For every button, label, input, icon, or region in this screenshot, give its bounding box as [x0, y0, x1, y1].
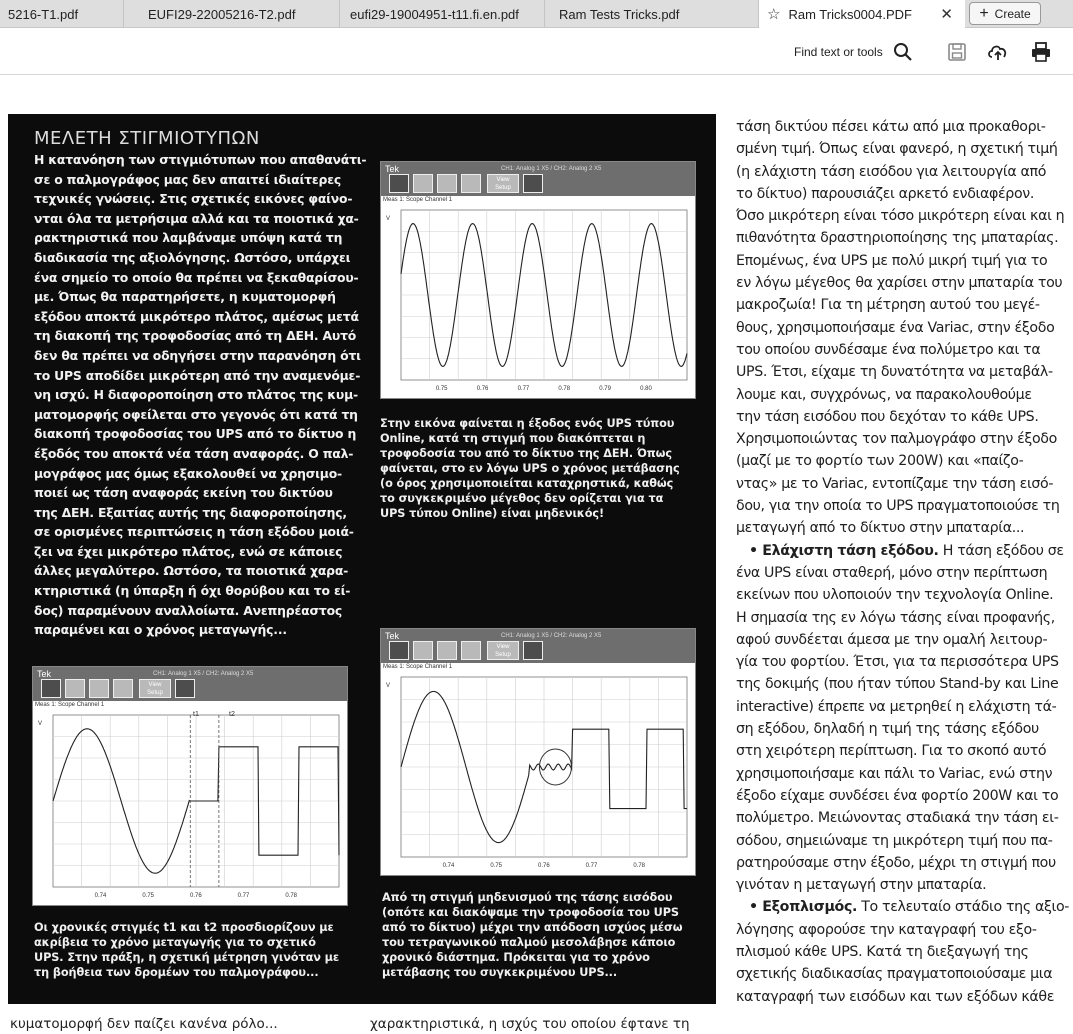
print-icon[interactable]	[1030, 41, 1052, 63]
tab-eufi29-t11[interactable]	[340, 0, 545, 28]
article-body-line: της ΔΕΗ. Εξαιτίας αυτής της διαφοροποίησης,	[34, 504, 347, 520]
right-column-line: εκείνων που υλοποιούν την τεχνολογία Online.	[736, 587, 1054, 604]
right-column-line: σόδου, σημειώναμε τη μικρότερη τιμή που πα-	[736, 832, 1053, 849]
x-tick-label: 0.75	[490, 863, 503, 869]
right-column-line: λουμε και, συγχρόνως, να παρακολουθούμε	[736, 386, 1032, 403]
right-column-line: μεταγωγή από το δίκτυο στην μπαταρία...	[736, 520, 1025, 537]
toolbar	[0, 29, 1073, 75]
cursor-label: t1	[193, 711, 199, 718]
scope-graph-icon	[41, 679, 61, 698]
cursor-label: t2	[229, 711, 235, 718]
article-body-line: ματομορφής οφείλεται στο γεγονός ότι κατά τη	[34, 406, 358, 422]
caption-line: UPS τύπου Online) είναι μηδενικός!	[380, 507, 605, 520]
plus-icon: +	[979, 4, 989, 22]
sine-icon	[175, 679, 195, 698]
scope-channel-info: CH1: Analog 1 X5 / CH2: Analog 2 X5	[501, 633, 602, 639]
bottom-text-mid: χαρακτηριστικά, η ισχύς του οποίου έφτανε τη	[370, 1016, 690, 1032]
right-column-line: το δίκτυο) παρουσιάζει αρκετό ενδιαφέρον.	[736, 185, 1035, 202]
view-setup-label: View Setup	[139, 679, 171, 698]
article-body-line: σε ορισμένες περιπτώσεις η τάση εξόδου μοιά-	[34, 524, 354, 540]
right-column-line: μακροζωία! Για τη μέτρηση αυτού του μεγέ-	[736, 297, 1040, 314]
x-tick-label: 0.77	[237, 893, 250, 899]
article-body-line: έξοδός του αποκτά νέα τάση αναφοράς. Ο παλ-	[34, 445, 354, 461]
right-column-line: καταγραφή των εισόδων και των εξόδων κάθε	[736, 988, 1055, 1005]
right-column-line: αφού συνδέεται άμεσα με την ομαλή λειτουρ-	[736, 631, 1048, 648]
right-column-line: Όσο μικρότερη είναι τόσο μικρότερη είναι και η	[736, 208, 1065, 225]
tab-bar	[0, 0, 1073, 28]
caption-line: Από τη στιγμή μηδενισμού της τάσης εισόδου	[382, 891, 673, 904]
article-body-line: διακοπή τροφοδοσίας του UPS από το δίκτυο η	[34, 426, 357, 442]
bottom-text-left: κυματομορφή δεν παίζει κανένα ρόλο...	[10, 1016, 278, 1032]
article-body-line: μογράφος μας όμως εξακολουθεί να χρησιμο-	[34, 465, 342, 481]
right-column-line: σχετικής διαδικασίας πραγματοποιούσαμε μια	[736, 966, 1053, 983]
article-body-line: ποιεί ως τάση αναφοράς εκείνη του δικτύου	[34, 485, 333, 501]
right-column-line: πολύμετρο. Μειώνοντας σταδιακά την τάση ει-	[736, 810, 1059, 827]
right-column-line: Επομένως, ένα UPS με πολύ μικρή τιμή για το	[736, 252, 1048, 269]
caption-line: ακρίβεια το χρόνο μεταγωγής για το σχετικό	[34, 936, 316, 949]
scope-graph-icon	[437, 641, 457, 660]
save-icon[interactable]	[946, 41, 968, 63]
document-page	[0, 76, 1073, 1034]
right-column-line: θους, χρησιμοποιήσαμε ένα Variac, στην έξοδο	[736, 319, 1055, 336]
right-column-line: γινόταν η μεταγωγή στην μπαταρία.	[736, 877, 987, 894]
find-text-label[interactable]: Find text or tools	[794, 45, 883, 59]
right-column-line: ντας» με το Variac, εντοπίζαμε την τάση εισό-	[736, 475, 1054, 492]
caption-line: από το δίκτυο) μέχρι την απόδοση ισχύος μέσω	[382, 921, 683, 934]
scope-screenshot-1	[380, 161, 696, 399]
x-tick-label: 0.76	[476, 386, 489, 392]
caption-scope-1	[380, 416, 700, 521]
scope-brand: Tek	[385, 631, 400, 641]
article-body-line: τεχνικές γνώσεις. Στις σχετικές εικόνες φαίνο-	[34, 191, 353, 207]
tab-ram-tricks0004[interactable]	[759, 0, 965, 28]
x-tick-label: 0.74	[442, 863, 455, 869]
right-column-line: στη χειρότερη περίπτωση. Για το σκοπό αυτό	[736, 743, 1047, 760]
bullet-first-line: Το τελευταίο στάδιο της αξιο-	[857, 899, 1070, 916]
sine-icon	[523, 174, 543, 193]
article-body-line: ρακτηριστικά που λαμβάναμε υπόψη κατά τη	[34, 230, 343, 246]
caption-line: το συγκεκριμένο μέγεθος δεν ορίζεται για τα	[380, 492, 664, 505]
right-column-line: σμένη τιμή. Όπως είναι φανερό, η σχετική τιμή	[736, 141, 1058, 158]
right-column-line: γία του φορτίου. Έτσι, για τα περισσότερα UPS	[736, 654, 1059, 671]
upload-cloud-icon[interactable]	[987, 41, 1009, 63]
right-column-line: ένα UPS είναι σταθερή, μόνο στην περίπτωση	[736, 564, 1048, 581]
view-setup-label: View Setup	[487, 641, 519, 660]
caption-line: Στην εικόνα φαίνεται η έξοδος ενός UPS τύπου	[380, 417, 675, 430]
scope-brand: Tek	[385, 164, 400, 174]
article-body-line: δεν θα πρέπει να οδηγήσει στην παρανόηση ότι	[34, 347, 361, 363]
article-body-line: νται όλα τα μετρήσιμα αλλά και τα ποιοτικά χα-	[34, 210, 359, 226]
scope-waveform-plot	[383, 671, 693, 873]
article-body-line: ζει να έχει μικρότερο πλάτος, ενώ σε κάποιες	[34, 543, 343, 559]
caption-line: (ο όρος χρησιμοποιείται καταχρηστικά, καθώς	[380, 477, 674, 490]
tab-label: EUFI29-22005216-T2.pdf	[148, 6, 296, 22]
right-column-line: UPS. Έτσι, είχαμε τη δυνατότητα να μεταβάλ-	[736, 364, 1053, 381]
tab-label: Ram Tests Tricks.pdf	[559, 6, 680, 22]
star-icon[interactable]: ☆	[767, 6, 781, 23]
scope-graph-icon	[89, 679, 109, 698]
create-label: Create	[994, 6, 1031, 21]
scope-graph-icon	[437, 174, 457, 193]
article-body-line: νη ισχύ. Η διαφοροποίηση στο πλάτος της κυμ-	[34, 387, 358, 403]
bullet-title: • Ελάχιστη τάση εξόδου.	[749, 542, 939, 559]
article-body-line: με. Όπως θα παρατηρήσετε, η κυματομορφή	[34, 289, 336, 305]
right-column-line: του οποίου συνδέσαμε ένα πολύμετρο και τα	[736, 341, 1041, 358]
scope-graph-icon	[461, 174, 481, 193]
article-body-line: διαδικασία της αξιολόγησης. Ωστόσο, υπάρχει	[34, 249, 351, 265]
article-body-line: άλλες μεγαλύτερο. Ωστόσο, τα ποιοτικά χαρα-	[34, 563, 349, 579]
scope-graph-icon	[389, 174, 409, 193]
x-tick-label: 0.77	[517, 386, 530, 392]
right-column-text	[736, 116, 1072, 1008]
scope-waveform-plot	[35, 709, 345, 903]
article-heading: ΜΕΛΕΤΗ ΣΤΙΓΜΙΟΤΥΠΩΝ	[34, 128, 260, 149]
right-column-line: ση εξόδου, δηλαδή η τιμή της τάσης εξόδου	[736, 721, 1039, 738]
article-body-line: παραμένει και ο χρόνος μεταγωγής...	[34, 622, 287, 638]
scope-graph-icon	[461, 641, 481, 660]
x-tick-label: 0.76	[190, 893, 202, 899]
tab-5216-t1[interactable]	[0, 0, 124, 28]
article-body-line: εξόδου αποκτά μικρότερο πλάτος, αμέσως μετά	[34, 308, 359, 324]
x-tick-label: 0.75	[142, 893, 155, 899]
x-tick-label: 0.78	[285, 893, 298, 899]
tab-label: Ram Tricks0004.PDF	[788, 6, 912, 22]
caption-line: Online, κατά τη στιγμή που διακόπτεται η	[380, 432, 646, 445]
caption-line: (οπότε και διακόψαμε την τροφοδοσία του UPS	[382, 906, 679, 919]
article-body-line: Η κατανόηση των στιγμιότυπων που απαθανάτι-	[34, 152, 367, 167]
article-body-line: ένα σημείο το οποίο θα πρέπει να ξεκαθαρίσου-	[34, 269, 359, 285]
x-tick-label: 0.78	[558, 386, 571, 392]
close-icon[interactable]: ✕	[940, 6, 953, 23]
right-column-line: λόγησης αφορούσε την καταγραφή του εξο-	[736, 921, 1037, 938]
right-column-line: τάση δικτύου πέσει κάτω από μια προκαθορι-	[736, 119, 1046, 135]
article-body-line: κτηριστικά (η ύπαρξη ή όχι θορύβου και το εί-	[34, 583, 351, 599]
right-column-line: (η ελάχιστη τάση εισόδου για λειτουργία από	[736, 163, 1047, 180]
right-column-line: την τάση εισόδου που δεχόταν το κάθε UPS.	[736, 408, 1039, 425]
scope-channel-info: CH1: Analog 1 X5 / CH2: Analog 2 X5	[153, 671, 254, 677]
right-column-line: interactive) έπρεπε να μετρηθεί η ελάχιστη τά-	[736, 698, 1057, 715]
x-tick-label: 0.80	[640, 386, 652, 392]
article-body-line: σε ο παλμογράφος μας δεν απαιτεί ιδιαίτερες	[34, 171, 342, 187]
bullet-min-output-voltage	[736, 540, 1072, 562]
right-column-line: Η σημασία της εν λόγω τάσης είναι προφανής,	[736, 609, 1055, 626]
right-column-line: δου, για την οποία το UPS πραγματοποιούσε τη	[736, 498, 1060, 515]
caption-line: χρονικό διάστημα. Πρόκειται για το χρόνο	[382, 951, 650, 964]
article-body-line: το UPS αποδίδει μικρότερη από την αναμενόμε-	[34, 367, 361, 383]
scope-measure-label: Meas 1: Scope Channel 1	[383, 197, 453, 203]
bullet-equipment	[736, 896, 1072, 918]
scope-screenshot-2	[32, 666, 348, 906]
caption-line: φαίνεται, στο εν λόγω UPS ο χρόνος μετάβασης	[380, 462, 680, 475]
caption-line: μετάβασης του συγκεκριμένου UPS...	[382, 966, 618, 979]
right-column-line: της δοκιμής (που ήταν τύπου Stand-by και Line	[736, 676, 1059, 693]
caption-line: του τετραγωνικού παλμού μεσολάβησε κάποιο	[382, 936, 676, 949]
caption-line: UPS. Στην πράξη, η σχετική μέτρηση γινόταν με	[34, 951, 340, 964]
bullet-title: • Εξοπλισμός.	[749, 899, 858, 916]
view-setup-label: View Setup	[487, 174, 519, 193]
tab-label: eufi29-19004951-t11.fi.en.pdf	[350, 6, 519, 22]
scope-brand: Tek	[37, 669, 52, 679]
right-column-line: πλισμού κάθε UPS. Κατά τη διεξαγωγή της	[736, 943, 1029, 960]
caption-scope-3	[382, 890, 702, 980]
caption-line: Οι χρονικές στιγμές t1 και t2 προσδιορίζουν με	[34, 921, 334, 934]
y-axis-label: V	[38, 721, 43, 727]
tab-label: 5216-T1.pdf	[8, 6, 79, 22]
right-column-line: χρησιμοποιήσαμε και πάλι το Variac, ενώ στην	[736, 765, 1053, 782]
scope-graph-icon	[65, 679, 85, 698]
article-body-line: τη διακοπή της τροφοδοσίας από τη ΔΕΗ. Αυτό	[34, 328, 357, 344]
tab-eufi29-t2[interactable]	[124, 0, 340, 28]
article-body-line: δος) παραμένουν αναλλοίωτα. Ανεπηρέαστος	[34, 602, 343, 618]
right-column-line: ρατηρούσαμε στην έξοδο, μέχρι τη στιγμή που	[736, 854, 1056, 871]
scope-measure-label: Meas 1: Scope Channel 1	[383, 664, 453, 670]
x-tick-label: 0.79	[599, 386, 611, 392]
article-body	[34, 150, 372, 640]
right-column-line: πιθανότητα δραστηριοποίησης της μπαταρίας.	[736, 230, 1059, 247]
scope-screenshot-3	[380, 628, 696, 876]
scope-graph-icon	[413, 641, 433, 660]
bullet-first-line: Η τάση εξόδου σε	[938, 542, 1064, 559]
x-tick-label: 0.77	[585, 863, 598, 869]
scope-graph-icon	[389, 641, 409, 660]
scope-graph-icon	[113, 679, 133, 698]
scope-waveform-plot	[383, 204, 693, 396]
search-icon[interactable]	[892, 41, 914, 63]
x-tick-label: 0.76	[538, 863, 550, 869]
tab-ram-tests-tricks[interactable]	[545, 0, 759, 28]
x-tick-label: 0.75	[435, 386, 448, 392]
scope-graph-icon	[413, 174, 433, 193]
sine-icon	[523, 641, 543, 660]
y-axis-label: V	[386, 216, 391, 222]
right-column-line: έξοδο είχαμε συνδέσει ένα φορτίο 200W και το	[736, 787, 1059, 804]
right-column-line: (μαζί με το φορτίο των 200W) και «παίζο-	[736, 453, 1024, 470]
create-button[interactable]	[969, 2, 1041, 25]
scope-measure-label: Meas 1: Scope Channel 1	[35, 702, 105, 708]
x-tick-label: 0.74	[94, 893, 107, 899]
caption-scope-2	[34, 920, 354, 980]
scope-channel-info: CH1: Analog 1 X5 / CH2: Analog 2 X5	[501, 166, 602, 172]
right-column-line: Χρησιμοποιώντας τον παλμογράφο στην έξοδο	[736, 431, 1057, 448]
right-column-line: εν λόγω μέγεθος θα χαρίσει στην μπαταρία του	[736, 275, 1063, 292]
caption-line: τη βοήθεια των δρομέων του παλμογράφου...	[34, 966, 319, 979]
caption-line: τροφοδοσία του από το δίκτυο της ΔΕΗ. Όπως	[380, 447, 672, 460]
y-axis-label: V	[386, 683, 391, 689]
x-tick-label: 0.78	[633, 863, 646, 869]
